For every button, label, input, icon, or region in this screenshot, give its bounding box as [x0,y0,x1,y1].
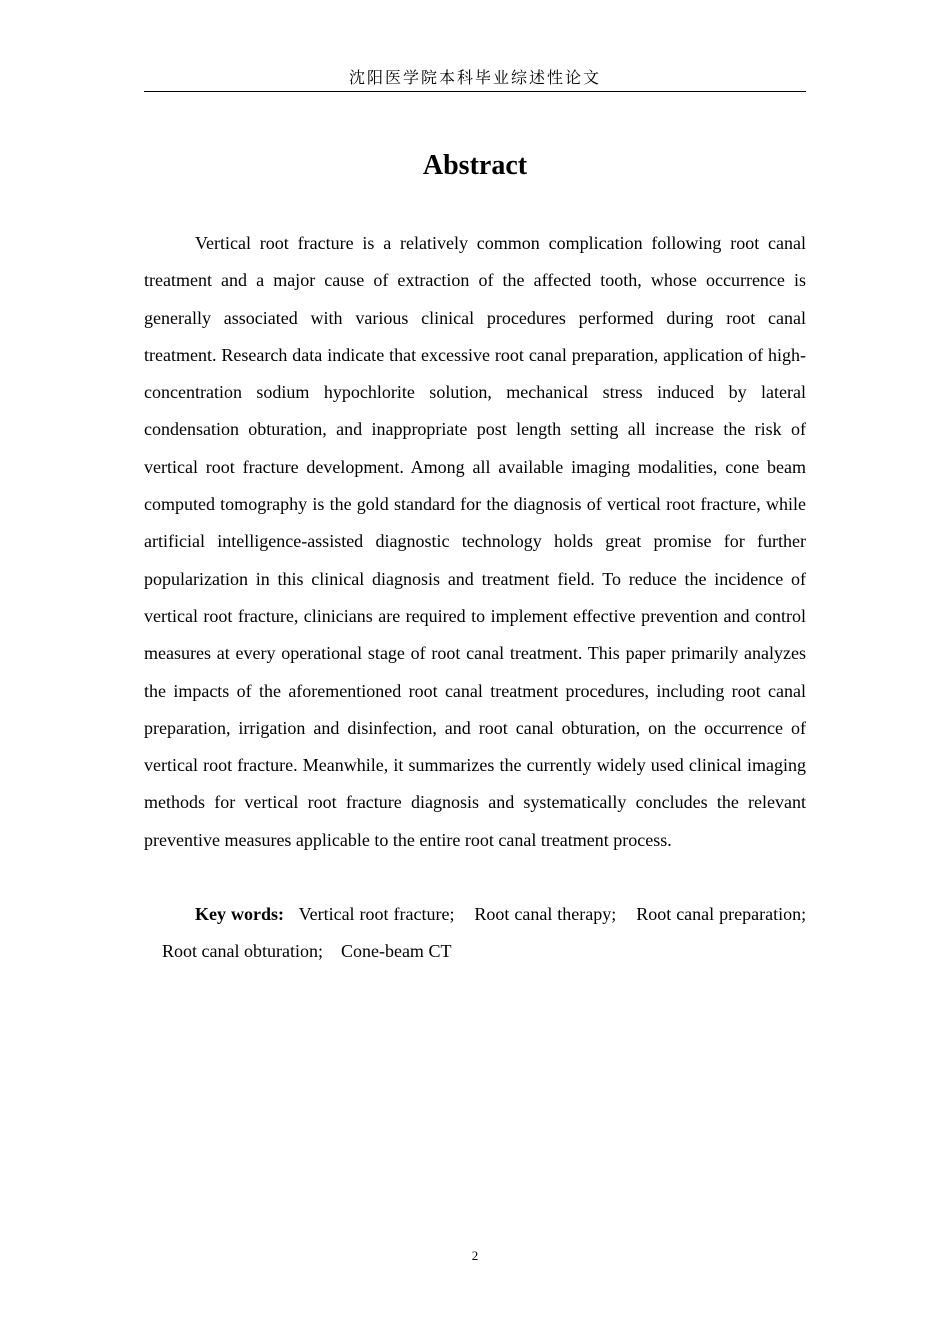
abstract-paragraph: Vertical root fracture is a relatively common complication following root canal treatment and a major cause of extraction of the affected tooth, whose occurrence is generally associated with various clinical procedures performed during root canal treatment. Research data indicate that excessive root canal preparation, application of high-concentration sodium hypochlorite solution, mechanical stress induced by lateral condensation obturation, and inappropriate post length setting all increase the risk of vertical root fracture development. Among all available imaging modalities, cone beam computed tomography is the gold standard for the diagnosis of vertical root fracture, while artificial intelligence-assisted diagnostic technology holds great promise for further popularization in this clinical diagnosis and treatment field. To reduce the incidence of vertical root fracture, clinicians are required to implement effective prevention and control measures at every operational stage of root canal treatment. This paper primarily analyzes the impacts of the aforementioned root canal treatment procedures, including root canal preparation, irrigation and disinfection, and root canal obturation, on the occurrence of vertical root fracture. Meanwhile, it summarizes the currently widely used clinical imaging methods for vertical root fracture diagnosis and systematically concludes the relevant preventive measures applicable to the entire root canal treatment process. [144,233,806,850]
header-divider [144,91,806,92]
keyword-item: Cone-beam CT [340,941,452,962]
page-number: 2 [471,1248,479,1263]
keyword-item: Vertical root fracture; [298,904,455,924]
keywords-label: Key words: [195,904,284,924]
page-title: Abstract [422,150,528,181]
keyword-item: Root canal obturation; [162,941,323,962]
keyword-item: Root canal therapy; [474,904,617,924]
running-header: 沈阳医学院本科毕业综述性论文 [348,68,601,87]
keyword-item: Root canal preparation; [636,904,807,924]
keywords-section [144,896,806,971]
abstract-section [144,225,806,859]
